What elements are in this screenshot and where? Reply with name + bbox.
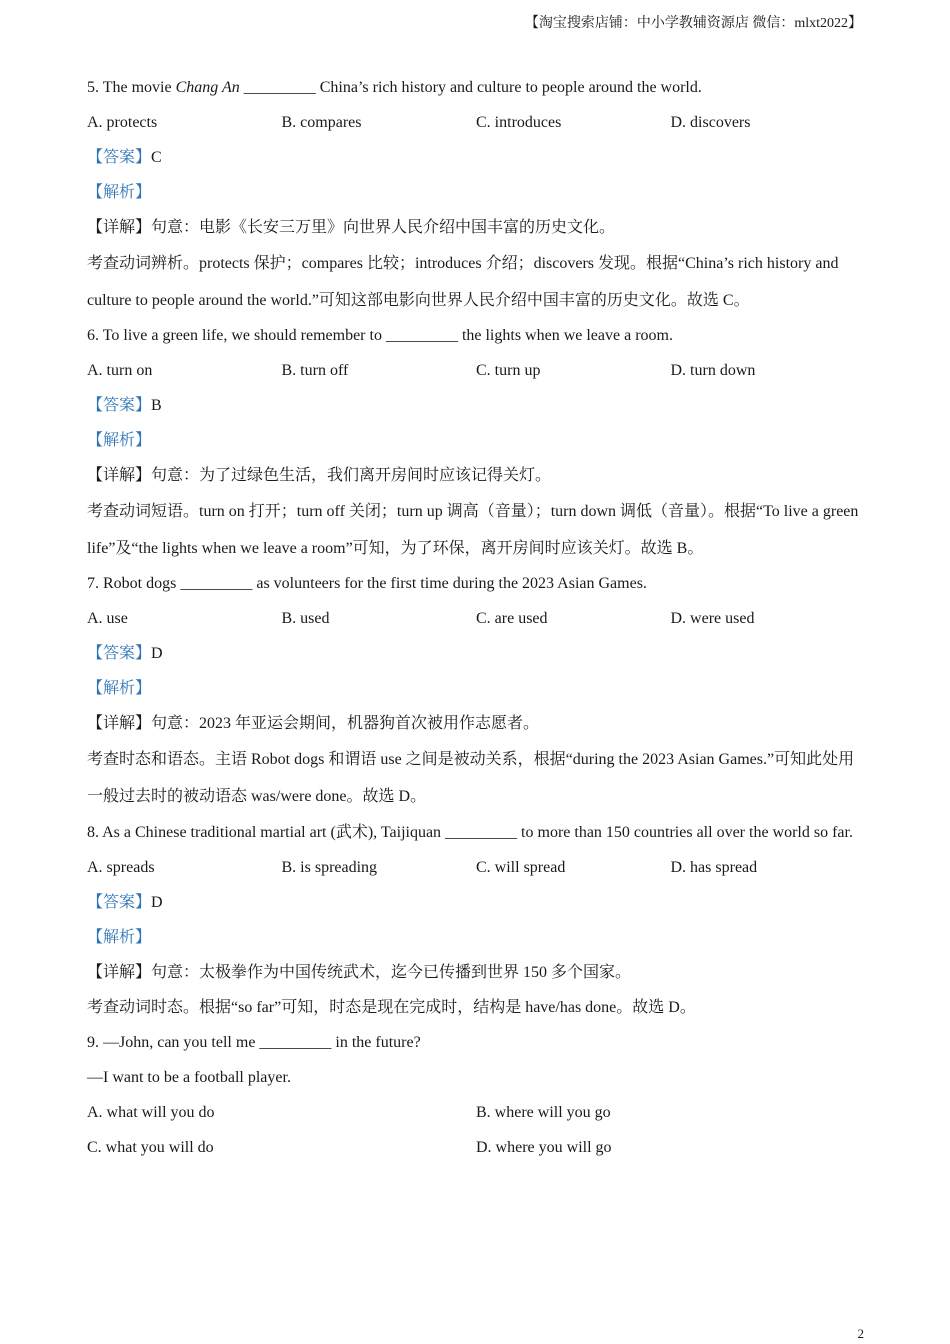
question-8-answer: 【答案】D: [87, 894, 163, 911]
question-9-stem: 9. —John, can you tell me _________ in the future?: [87, 1034, 421, 1051]
movie-title: Chang An: [175, 79, 240, 96]
option-d: D. where you will go: [476, 1139, 612, 1156]
question-6-stem: 6. To live a green life, we should remember to _________ the lights when we leave a room.: [87, 327, 673, 344]
option-c: C. what you will do: [87, 1139, 214, 1156]
option-d: D. discovers: [670, 114, 751, 131]
option-b: B. compares: [281, 114, 362, 131]
question-9-options-row-1: [87, 1103, 867, 1123]
option-c: C. introduces: [476, 114, 562, 131]
question-5-stem: 5. The movie Chang An _________ China’s rich history and culture to people around the world.: [87, 79, 702, 96]
question-7-analysis-tag: 【解析】: [87, 680, 152, 697]
question-5-analysis-tag: 【解析】: [87, 184, 152, 201]
page-header: 【淘宝搜索店铺：中小学教辅资源店 微信：mlxt2022】: [524, 16, 862, 31]
option-a: A. use: [87, 610, 128, 627]
option-b: B. where will you go: [476, 1104, 611, 1121]
option-d: D. has spread: [670, 859, 758, 876]
question-6-analysis-tag: 【解析】: [87, 432, 152, 449]
question-5-explain: 考查动词辨析。protects 保护；compares 比较；introduces 介绍；discovers 发现。根据“China’s rich history and culture to people around the world.”可知这部电影向世界人民介绍中国丰富的历史文化。故选 C。: [87, 255, 839, 309]
option-d: D. were used: [670, 610, 755, 627]
question-5-options: [87, 113, 867, 133]
question-9-reply: —I want to be a football player.: [87, 1069, 291, 1086]
option-d: D. turn down: [670, 362, 756, 379]
question-7-explain: 考查时态和语态。主语 Robot dogs 和谓语 use 之间是被动关系，根据“during the 2023 Asian Games.”可知此处用一般过去时的被动语态 was/were done。故选 D。: [87, 751, 855, 805]
question-8-explain: 考查动词时态。根据“so far”可知，时态是现在完成时，结构是 have/has done。故选 D。: [87, 999, 696, 1016]
option-c: C. are used: [476, 610, 548, 627]
option-b: B. turn off: [281, 362, 349, 379]
question-6-answer: 【答案】B: [87, 397, 162, 414]
question-7-answer: 【答案】D: [87, 645, 163, 662]
option-b: B. is spreading: [281, 859, 378, 876]
question-5-answer: 【答案】C: [87, 149, 162, 166]
option-a: A. what will you do: [87, 1104, 215, 1121]
document-body: [87, 78, 867, 1173]
question-7-stem: 7. Robot dogs _________ as volunteers for the first time during the 2023 Asian Games.: [87, 575, 647, 592]
option-c: C. will spread: [476, 859, 566, 876]
option-a: A. spreads: [87, 859, 155, 876]
question-6-options: [87, 361, 867, 381]
option-c: C. turn up: [476, 362, 541, 379]
page-number: 2: [857, 1326, 864, 1341]
question-6-explain: 考查动词短语。turn on 打开；turn off 关闭；turn up 调高（音量）；turn down 调低（音量）。根据“To live a green life”及“the lights when we leave a room”可知，为了环保，离开房间时应该关灯。故选 B。: [87, 503, 859, 557]
question-8-analysis-tag: 【解析】: [87, 929, 152, 946]
option-a: A. turn on: [87, 362, 153, 379]
question-7-detail: 【详解】句意：2023 年亚运会期间，机器狗首次被用作志愿者。: [87, 715, 540, 732]
question-9-options-row-2: [87, 1138, 867, 1158]
question-6-detail: 【详解】句意：为了过绿色生活，我们离开房间时应该记得关灯。: [87, 467, 552, 484]
option-b: B. used: [281, 610, 330, 627]
question-8-options: [87, 858, 867, 878]
question-8-stem: 8. As a Chinese traditional martial art (武术), Taijiquan _________ to more than 150 countries all over the world so far.: [87, 824, 853, 841]
question-8-detail: 【详解】句意：太极拳作为中国传统武术，迄今已传播到世界 150 多个国家。: [87, 964, 632, 981]
question-5-detail: 【详解】句意：电影《长安三万里》向世界人民介绍中国丰富的历史文化。: [87, 219, 616, 236]
option-a: A. protects: [87, 114, 158, 131]
question-7-options: [87, 609, 867, 629]
